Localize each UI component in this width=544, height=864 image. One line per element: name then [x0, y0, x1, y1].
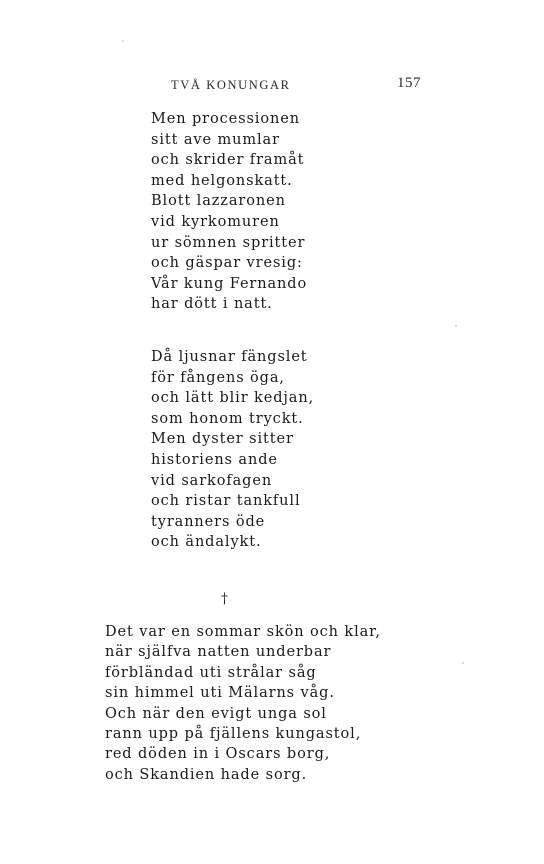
verse-line: har dött i natt. — [151, 296, 273, 313]
verse-line: och lätt blir kedjan, — [151, 390, 315, 407]
verse-line: ur sömnen spritter — [151, 234, 306, 251]
verse-line: som honom tryckt. — [151, 410, 304, 427]
verse-line: och ristar tankfull — [151, 493, 301, 510]
verse-line: och gäspar vresig: — [151, 255, 303, 272]
paper-speck — [462, 662, 464, 664]
verse-line: Då ljusnar fängslet — [151, 349, 308, 365]
verse-line: historiens ande — [151, 451, 278, 468]
verse-line: vid sarkofagen — [151, 472, 273, 489]
verse-line: för fångens öga, — [151, 369, 285, 386]
verse-line: Men dyster sitter — [151, 431, 294, 448]
verse-line: red döden in i Oscars borg, — [105, 746, 331, 763]
running-title: TVÅ KONUNGAR — [171, 78, 291, 92]
stanza-3 — [105, 622, 381, 785]
verse-line: och ändalykt. — [151, 534, 262, 551]
verse-line: med helgonskatt. — [151, 172, 293, 189]
verse-line: när själfva natten underbar — [105, 644, 332, 661]
verse-line: förbländad uti strålar såg — [105, 664, 317, 681]
stanza-2 — [151, 347, 314, 553]
verse-line: vid kyrkomuren — [151, 213, 280, 230]
verse-line: tyranners öde — [151, 513, 266, 530]
verse-line: rann upp på fjällens kungastol, — [105, 725, 362, 742]
verse-line: Vår kung Fernando — [151, 275, 308, 292]
verse-line: och Skandien hade sorg. — [105, 766, 308, 783]
verse-line: Det var en sommar skön och klar, — [105, 624, 381, 640]
verse-line: sitt ave mumlar — [151, 131, 280, 148]
verse-line: Och när den evigt unga sol — [105, 705, 327, 722]
verse-line: Men processionen — [151, 111, 300, 127]
stanza-1 — [151, 109, 307, 315]
verse-line: Blott lazzaronen — [151, 193, 286, 210]
paper-speck — [455, 325, 457, 327]
verse-line: och skrider framåt — [151, 152, 305, 169]
verse-line: sin himmel uti Mälarns våg. — [105, 685, 335, 702]
paper-speck — [122, 40, 124, 42]
dagger-divider: † — [221, 591, 228, 607]
page-number: 157 — [397, 75, 421, 91]
